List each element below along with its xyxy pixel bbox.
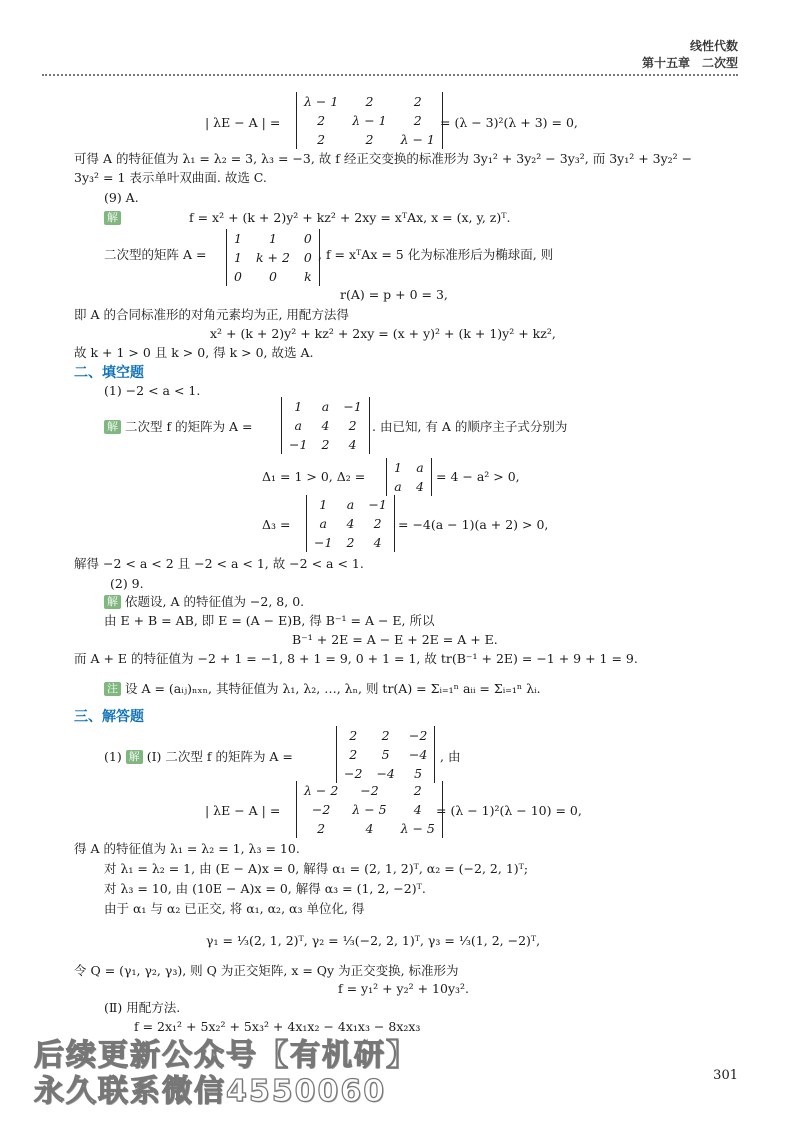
matrix-cell: 4 [321,418,330,433]
matrix-cell: λ − 5 [352,802,387,817]
text-line: 令 Q = (γ₁, γ₂, γ₃), 则 Q 为正交矩阵, x = Qy 为正交变换, 标准形为 [74,963,459,978]
formula: Δ₃ = [262,517,291,532]
char-poly-lhs: | λE − A | = [205,115,281,130]
matrix-cell: −4 [408,747,428,762]
matrix-cell: 4 [373,535,382,550]
text-line [104,593,304,611]
matrix-cell: a [319,516,327,531]
matrix-cell: k + 2 [255,250,290,265]
matrix-cell: 2 [365,132,374,147]
matrix-cell: 4 [348,437,357,452]
running-header [642,38,738,72]
matrix-cell: 2 [365,94,374,109]
matrix-cell: 0 [303,231,312,246]
matrix-cell: 1 [394,460,402,475]
text-line: 可得 A 的特征值为 λ₁ = λ₂ = 3, λ₃ = −3, 故 f 经正交变换的标准形为 3y₁² + 3y₂² − 3y₃², 而 3y₁² + 3y₂² − [74,151,693,166]
matrix-cell: 2 [317,821,326,836]
header-rule [42,74,738,76]
formula: Δ₁ = 1 > 0, Δ₂ = [262,469,366,484]
matrix-cell: 2 [349,728,358,743]
formula: f = x² + (k + 2)y² + kz² + 2xy = xᵀAx, x = (x, y, z)ᵀ. [188,210,511,225]
matrix-cell: 4 [365,821,374,836]
formula: x² + (k + 2)y² + kz² + 2xy = (x + y)² + (k + 1)y² + kz², [210,326,556,341]
text-line [104,748,293,766]
text: 设 A = (aᵢⱼ)ₙₓₙ, 其特征值为 λ₁, λ₂, …, λₙ, 则 tr(A) = Σᵢ₌₁ⁿ aᵢᵢ = Σᵢ₌₁ⁿ λᵢ. [125,681,541,696]
matrix-cell: 2 [413,113,422,128]
text-line: 而 A + E 的特征值为 −2 + 1 = −1, 8 + 1 = 9, 0 + 1 = 1, 故 tr(B⁻¹ + 2E) = −1 + 9 + 1 = 9. [74,651,638,666]
matrix-cell: λ − 2 [304,783,339,798]
matrix-cell: 2 [413,783,422,798]
text-line: 对 λ₁ = λ₂ = 1, 由 (E − A)x = 0, 解得 α₁ = (2, 1, 2)ᵀ, α₂ = (−2, 2, 1)ᵀ; [104,861,529,876]
text-line: 3y₃² = 1 表示单叶双曲面. 故选 C. [74,170,267,185]
matrix-2 [226,229,320,286]
matrix-cell: 2 [373,516,382,531]
matrix-cell: −1 [314,535,333,550]
formula: B⁻¹ + 2E = A − E + 2E = A + E. [292,632,498,647]
solution-tag: 解 [104,420,121,434]
solution-tag: 解 [104,595,121,609]
matrix-cell: 4 [415,479,424,494]
matrix-cell: 1 [234,231,242,246]
text: 二次型 f 的矩阵为 A = [125,419,253,434]
text-line: . 由已知, 有 A 的顺序主子式分别为 [372,419,568,434]
matrix-cell: 1 [319,497,328,512]
matrix-cell: k [304,269,312,284]
section-solve: 三、解答题 [74,709,144,725]
text-line [104,418,253,436]
matrix-7 [296,781,443,838]
matrix-3 [281,397,370,454]
solution-tag: 解 [126,750,143,764]
text-line: 故 k + 1 > 0 且 k > 0, 得 k > 0, 故选 A. [74,345,314,360]
formula: = 4 − a² > 0, [436,469,520,484]
text-line: 由 E + B = AB, 即 E = (A − E)B, 得 B⁻¹ = A − E, 所以 [104,613,435,628]
matrix-cell: 2 [346,535,355,550]
matrix-cell: 1 [234,250,242,265]
book-title: 线性代数 [689,39,738,53]
text-line: 对 λ₃ = 10, 由 (10E − A)x = 0, 解得 α₃ = (1, 2, −2)ᵀ. [104,881,426,896]
watermark-line-2: 永久联系微信4550060 [34,1074,387,1109]
matrix-cell: 0 [234,269,242,284]
watermark-line-1: 后续更新公众号【有机研】 [34,1038,418,1073]
answer-label: (1) −2 < a < 1. [104,383,201,398]
formula: | λE − A | = [205,803,281,818]
matrix-cell: −4 [376,766,395,781]
text-line: 即 A 的合同标准形的对角元素均为正, 用配方法得 [74,307,349,322]
matrix-cell: λ − 1 [352,113,387,128]
formula: r(A) = p + 0 = 3, [340,287,448,302]
matrix-cell: 2 [381,728,390,743]
matrix-cell: −1 [368,497,387,512]
text-line [104,209,510,227]
matrix-cell: λ − 1 [400,132,435,147]
matrix-cell: a [321,399,330,414]
matrix-cell: −2 [311,802,331,817]
matrix-cell: a [394,479,402,494]
matrix-1 [296,92,443,149]
formula: = (λ − 1)²(λ − 10) = 0, [436,803,582,818]
formula: f = y₁² + y₂² + 10y₃². [338,981,470,996]
text-line: 得 A 的特征值为 λ₁ = λ₂ = 1, λ₃ = 10. [74,841,300,856]
matrix-cell: −2 [408,728,428,743]
matrix-cell: 1 [294,399,303,414]
matrix-cell: 2 [317,113,326,128]
page-number: 301 [713,1068,738,1083]
formula: γ₁ = ⅓(2, 1, 2)ᵀ, γ₂ = ⅓(−2, 2, 1)ᵀ, γ₃ = ⅓(1, 2, −2)ᵀ, [206,933,541,948]
note-line [104,680,541,698]
matrix-cell: 0 [303,250,312,265]
matrix-cell: −1 [343,399,362,414]
note-tag: 注 [104,682,121,696]
matrix-cell: 2 [349,747,358,762]
answer-label: (2) 9. [110,576,144,591]
matrix-cell: 4 [413,802,422,817]
matrix-cell: 4 [346,516,355,531]
matrix-cell: −2 [344,766,363,781]
text: (Ⅰ) 二次型 f 的矩阵为 A = [146,749,293,764]
matrix-cell: a [416,460,424,475]
answer-label: (9) A. [104,190,139,205]
matrix-cell: −2 [360,783,379,798]
text: 依题设, A 的特征值为 −2, 8, 0. [125,594,305,609]
matrix-cell: 2 [321,437,330,452]
solution-tag: 解 [104,211,121,225]
matrix-cell: 5 [414,766,423,781]
chapter-title: 第十五章 二次型 [641,56,738,70]
matrix-cell: 2 [317,132,326,147]
matrix-cell: 5 [381,747,390,762]
text-line: , 由 [440,749,461,764]
matrix-5 [306,495,395,552]
text-line: (Ⅱ) 用配方法. [104,1000,181,1015]
matrix-cell: −1 [289,437,308,452]
text-line: 由于 α₁ 与 α₂ 已正交, 将 α₁, α₂, α₃ 单位化, 得 [104,901,365,916]
section-fill-in: 二、填空题 [74,365,144,381]
matrix-cell: 0 [268,269,277,284]
formula: = −4(a − 1)(a + 2) > 0, [398,517,549,532]
char-poly-rhs: = (λ − 3)²(λ + 3) = 0, [440,115,578,130]
matrix-4 [386,458,432,496]
problem-number: (1) [104,749,122,764]
text-line: 解得 −2 < a < 2 且 −2 < a < 1, 故 −2 < a < 1. [74,556,364,571]
matrix-cell: 1 [268,231,277,246]
matrix-cell: a [294,418,302,433]
text-line: , f = xᵀAx = 5 化为标准形后为椭球面, 则 [318,247,554,262]
matrix-cell: 2 [413,94,422,109]
matrix-cell: λ − 5 [400,821,435,836]
matrix-cell: a [346,497,355,512]
matrix-6 [336,726,435,783]
formula: f = 2x₁² + 5x₂² + 5x₃² + 4x₁x₂ − 4x₁x₃ − 8x₂x₃ [134,1019,421,1034]
matrix-cell: 2 [348,418,357,433]
matrix-cell: λ − 1 [304,94,339,109]
text-line: 二次型的矩阵 A = [104,247,207,262]
